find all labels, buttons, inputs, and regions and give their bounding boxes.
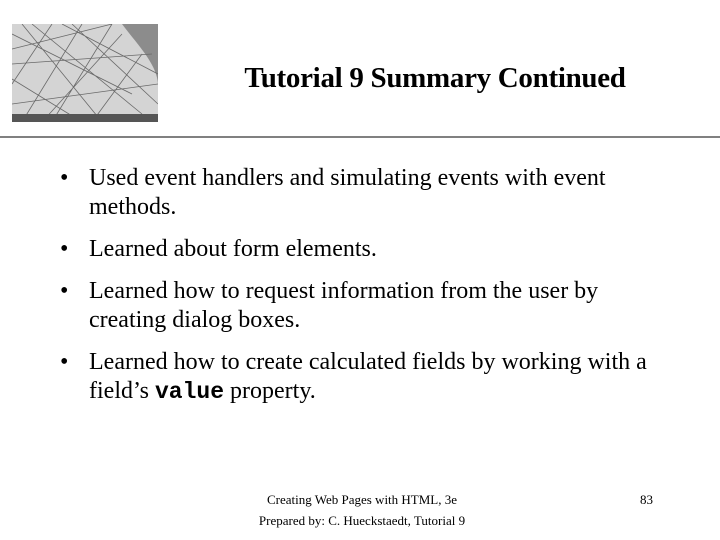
bullet-icon: •	[60, 349, 69, 375]
bullet-icon: •	[60, 236, 69, 262]
code-value: value	[155, 379, 225, 405]
bullet-item	[60, 277, 680, 335]
bullet-item	[60, 235, 680, 264]
page-number: 83	[640, 492, 653, 507]
bullet-text-pre: Learned how to create calculated fields by working with a field’s	[89, 349, 647, 404]
bullet-text-post: property.	[224, 378, 316, 404]
bullet-icon: •	[60, 165, 69, 191]
geodesic-structure-image	[12, 24, 158, 122]
title-divider	[0, 136, 720, 138]
footer-line-1: Creating Web Pages with HTML, 3e	[266, 492, 458, 507]
bullet-item	[60, 164, 680, 222]
bullet-text: Learned about form elements.	[89, 236, 377, 262]
bullet-text: Learned how to request information from the user by creating dialog boxes.	[89, 278, 599, 333]
bullet-icon: •	[60, 278, 69, 304]
slide-footer	[222, 489, 502, 531]
bullet-text: Used event handlers and simulating events with event methods.	[89, 165, 606, 220]
bullet-list	[60, 164, 680, 420]
slide-title: Tutorial 9 Summary Continued	[244, 62, 626, 94]
footer-line-2: Prepared by: C. Hueckstaedt, Tutorial 9	[258, 513, 466, 528]
bullet-item	[60, 348, 680, 407]
